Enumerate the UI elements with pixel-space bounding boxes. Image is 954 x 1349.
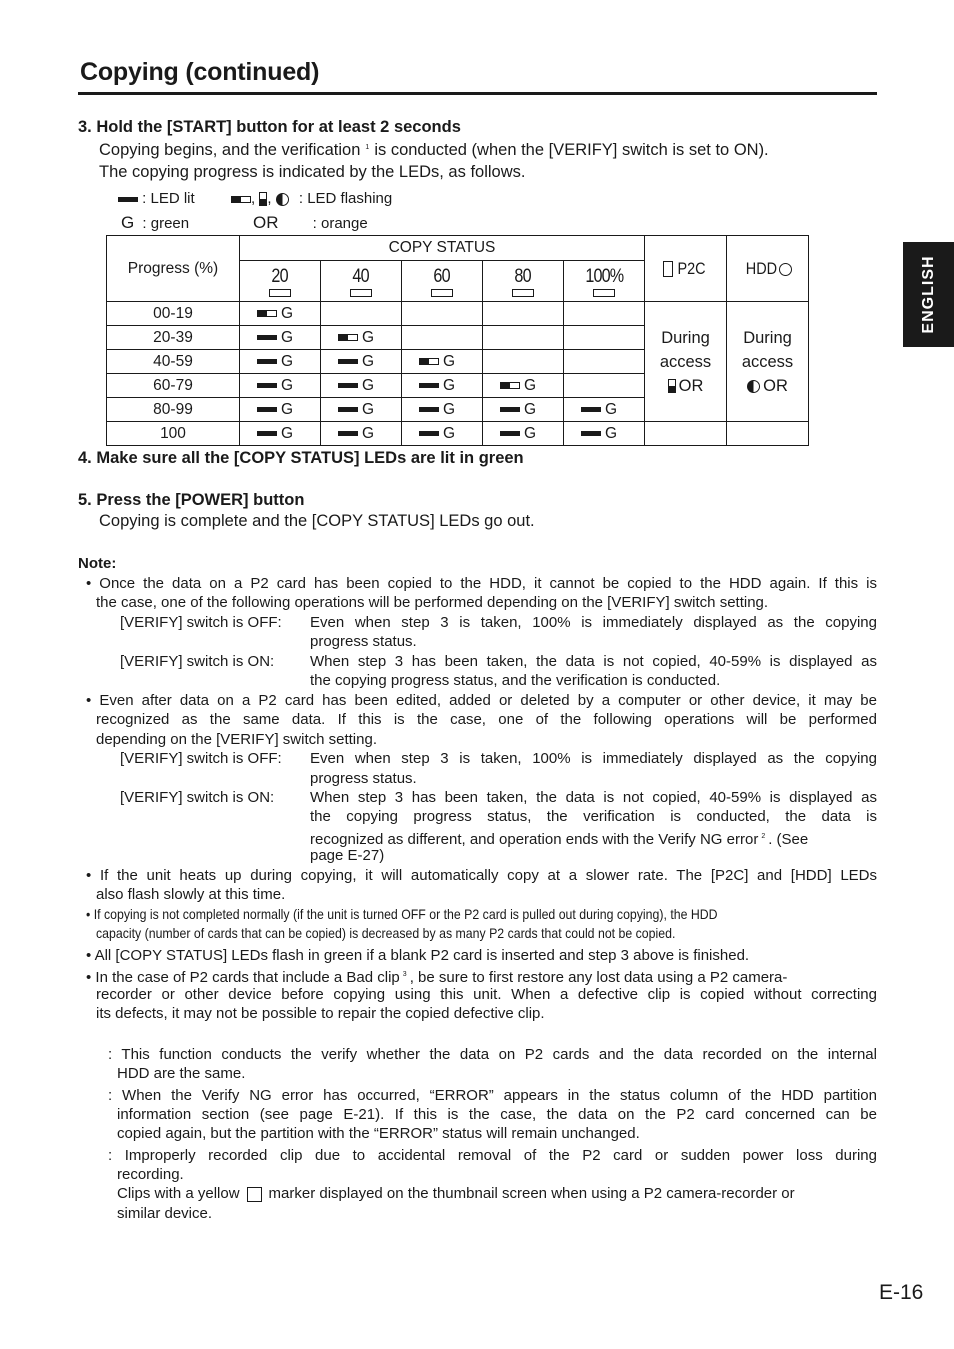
p2c-status-line2: access [659,352,712,371]
led-state-cell [240,326,321,350]
led-state-cell [402,326,483,350]
led-col-100 [564,261,645,302]
footnote-line: : When the Verify NG error has occurred, “ERROR” appears in the status column of the HDD partition [108,1087,877,1104]
led-lit-icon [419,383,439,388]
led-state-cell [321,398,402,422]
led-state-cell [321,374,402,398]
footnote-line: copied again, but the partition with the “ERROR” status will remain unchanged. [117,1125,640,1142]
note-line: the case, one of the following operations will be performed depending on the [VERIFY] switch setting. [96,594,769,611]
note-line-text: • In the case of P2 cards that include a Bad clip [86,969,400,986]
step3-line1 [99,141,769,160]
step4-heading: 4. Make sure all the [COPY STATUS] LEDs are lit in green [78,449,524,467]
legend-orange-label: : orange [312,215,368,232]
p2c-status-line1: During [661,328,710,347]
marker-box-icon [247,1187,262,1202]
led-indicator-icon [350,289,372,297]
led-color-label: G [443,424,456,442]
led-lit-icon [338,407,358,412]
hdd-status-line2: access [741,352,794,371]
hdd-status-line1: During [743,328,792,347]
status-or-label: OR [678,376,704,395]
table-row [107,422,809,446]
led-lit-icon [338,431,358,436]
p2c-header-label: P2C [677,258,706,278]
footnote-text: marker displayed on the thumbnail screen when using a P2 camera-recorder or [268,1185,795,1202]
led-state-cell [240,350,321,374]
led-flash-bar-icon [500,382,520,389]
note-line: • Once the data on a P2 card has been copied to the HDD, it cannot be copied to the HDD again. If this is [86,575,877,592]
note-line [310,827,877,850]
note-line-text: . (See [768,831,809,848]
led-lit-icon [257,431,277,436]
legend-flashing [231,190,392,207]
legend-comma: , [251,190,256,207]
led-color-label: G [524,376,537,394]
status-rows [107,302,809,446]
led-lit-icon [500,431,520,436]
legend-lit-label: : LED lit [142,190,195,207]
legend-flashing-label: : LED flashing [298,190,393,207]
note-line-text: recognized as different, and operation ends with the Verify NG error [310,831,759,848]
footnote-ref-1: 1 [365,143,370,151]
led-flash-bar-icon [419,358,439,365]
p2c-led-icon [663,261,673,277]
progress-cell: 60-79 [107,374,240,398]
note-line: • All [COPY STATUS] LEDs flash in green if a blank P2 card is inserted and step 3 above is finished. [86,947,750,964]
step3-line2: The copying progress is indicated by the LEDs, as follows. [99,163,526,181]
p2c-header [645,236,727,302]
hdd-status-empty [727,422,809,446]
legend-row-1 [118,190,195,207]
led-lit-icon [419,431,439,436]
note-line: page E-27) [310,847,385,864]
footnote-text: Clips with a yellow [117,1185,240,1202]
led-col-40 [321,261,402,302]
legend-g-symbol: G [121,213,135,232]
led-col-20 [240,261,321,302]
legend-or-symbol: OR [253,213,279,232]
led-flash-circle-icon [747,380,760,393]
led-color-label: G [281,424,294,442]
hdd-status-cell [727,302,809,422]
step3-line1-part-a: Copying begins, and the verification [99,141,361,159]
footnote-line: information section (see page E-21). If this is the case, the data on the P2 card concerned can be [117,1106,877,1123]
led-state-cell [402,350,483,374]
led-flash-vertical-icon [668,379,676,393]
note-line: Even when step 3 is taken, 100% is immediately displayed as the copying [310,614,877,631]
footnote-ref-3: 3 [402,971,407,978]
led-state-cell [564,350,645,374]
note-line: the copying progress status, and the verification is conducted. [310,672,721,689]
note-line: When step 3 has been taken, the data is not copied, 40-59% is displayed as [310,653,877,670]
note-line: When step 3 has been taken, the data is not copied, 40-59% is displayed as [310,789,877,806]
note-line: the copying progress status, the verification is conducted, the data is [310,808,877,825]
led-indicator-icon [593,289,615,297]
led-state-cell [321,302,402,326]
led-color-label: G [443,400,456,418]
note-line: Even when step 3 is taken, 100% is immediately displayed as the copying [310,750,877,767]
progress-cell: 20-39 [107,326,240,350]
led-color-label: G [443,376,456,394]
led-color-label: G [281,376,294,394]
led-state-cell [240,398,321,422]
led-color-label: G [524,400,537,418]
led-col-60 [402,261,483,302]
led-state-cell [564,422,645,446]
led-flash-vertical-icon [259,192,267,206]
led-color-label: G [605,400,618,418]
led-color-label: G [362,328,375,346]
led-lit-icon [581,431,601,436]
note-line: [VERIFY] switch is OFF: [120,750,282,767]
note-line: • If copying is not completed normally (if the unit is turned OFF or the P2 card is pulled out during copying), the HDD [86,906,718,922]
led-state-cell [240,302,321,326]
led-state-cell [321,422,402,446]
led-state-cell [564,398,645,422]
language-tab-label: ENGLISH [919,255,937,334]
footnote-line: : This function conducts the verify whether the data on P2 cards and the data recorded on the internal [108,1046,877,1063]
note-line: recorder or other device before copying using this unit. When a defective clip is copied without correcting [96,986,877,1003]
led-color-label: G [362,424,375,442]
note-line: also flash slowly at this time. [96,886,286,903]
led-state-cell [321,350,402,374]
led-lit-icon [338,359,358,364]
led-color-label: G [362,376,375,394]
led-lit-icon [118,197,138,202]
note-line [86,965,787,988]
led-color-label: G [605,424,618,442]
title-divider [78,92,877,95]
led-state-cell [483,398,564,422]
led-col-label: 60 [433,265,451,287]
led-state-cell [564,374,645,398]
note-heading: Note: [78,555,117,572]
hdd-led-icon [779,263,792,276]
note-line: progress status. [310,633,417,650]
led-state-cell [402,398,483,422]
note-line-text: , be sure to first restore any lost data using a P2 camera- [409,969,788,986]
note-line: depending on the [VERIFY] switch setting. [96,731,377,748]
note-line: capacity (number of cards that can be copied) is decreased by as many P2 cards that could not be copied. [96,925,676,941]
page-title: Copying (continued) [80,58,320,86]
legend-row-2 [121,213,189,233]
led-state-cell [564,326,645,350]
note-line: [VERIFY] switch is OFF: [120,614,282,631]
step3-heading: 3. Hold the [START] button for at least 2 seconds [78,118,461,136]
led-color-label: G [281,352,294,370]
note-line: recognized as the same data. If this is the case, one of the following operations will be performed [96,711,877,728]
led-col-80 [483,261,564,302]
led-color-label: G [524,424,537,442]
legend-comma: , [267,190,272,207]
led-lit-icon [257,359,277,364]
led-indicator-icon [512,289,534,297]
led-indicator-icon [269,289,291,297]
led-color-label: G [281,304,294,322]
led-color-label: G [281,328,294,346]
led-state-cell [240,422,321,446]
progress-cell: 00-19 [107,302,240,326]
led-col-label: 80 [514,265,532,287]
note-line: [VERIFY] switch is ON: [120,789,275,806]
note-line: [VERIFY] switch is ON: [120,653,275,670]
led-col-label: 20 [271,265,289,287]
led-state-cell [483,350,564,374]
led-color-label: G [362,352,375,370]
footnote-line: : Improperly recorded clip due to accidental removal of the P2 card or sudden power loss during [108,1147,877,1164]
led-flash-bar-icon [231,196,251,203]
legend-orange [253,213,368,233]
led-state-cell [483,326,564,350]
p2c-status-line3 [645,374,726,398]
led-state-cell [402,374,483,398]
led-state-cell [240,374,321,398]
hdd-status-line3 [727,374,808,398]
led-lit-icon [257,335,277,340]
led-state-cell [483,302,564,326]
footnote-line: similar device. [117,1205,213,1222]
step5-heading: 5. Press the [POWER] button [78,491,305,509]
page-number: E-16 [879,1281,924,1304]
led-indicator-icon [431,289,453,297]
led-lit-icon [257,407,277,412]
led-flash-bar-icon [338,334,358,341]
led-lit-icon [338,383,358,388]
led-state-cell [321,326,402,350]
step3-line1-part-b: is conducted (when the [VERIFY] switch is set to ON). [374,141,769,159]
footnote-line: recording. [117,1166,184,1183]
footnote-line [117,1184,795,1204]
footnote-ref-2: 2 [761,833,766,840]
progress-cell: 40-59 [107,350,240,374]
copy-status-table [106,235,809,446]
led-color-label: G [362,400,375,418]
led-state-cell [483,422,564,446]
footnote-line: HDD are the same. [117,1065,246,1082]
led-col-label: 100% [585,265,623,287]
led-lit-icon [500,407,520,412]
led-flash-circle-icon [276,193,289,206]
step5-body: Copying is complete and the [COPY STATUS] LEDs go out. [99,512,535,530]
led-color-label: G [443,352,456,370]
led-state-cell [483,374,564,398]
progress-cell: 100 [107,422,240,446]
led-lit-icon [257,383,277,388]
note-line: progress status. [310,770,417,787]
led-lit-icon [419,407,439,412]
led-flash-bar-icon [257,310,277,317]
progress-header: Progress (%) [107,236,240,302]
led-state-cell [402,302,483,326]
note-line: • Even after data on a P2 card has been edited, added or deleted by a computer or other device, it may be [86,692,877,709]
table-row [107,302,809,326]
note-line: its defects, it may not be possible to repair the copied defective clip. [96,1005,545,1022]
hdd-header-label: HDD [745,258,777,278]
note-line: • If the unit heats up during copying, it will automatically copy at a slower rate. The [P2C] and [HDD] LEDs [86,867,877,884]
led-col-label: 40 [352,265,370,287]
led-state-cell [564,302,645,326]
p2c-status-empty [645,422,727,446]
copy-status-header: COPY STATUS [240,236,645,261]
p2c-status-cell [645,302,727,422]
legend-green-label: : green [142,215,190,232]
led-color-label: G [281,400,294,418]
led-state-cell [402,422,483,446]
hdd-header [727,236,809,302]
status-or-label: OR [763,376,788,395]
led-lit-icon [581,407,601,412]
language-tab [903,242,954,347]
progress-cell: 80-99 [107,398,240,422]
